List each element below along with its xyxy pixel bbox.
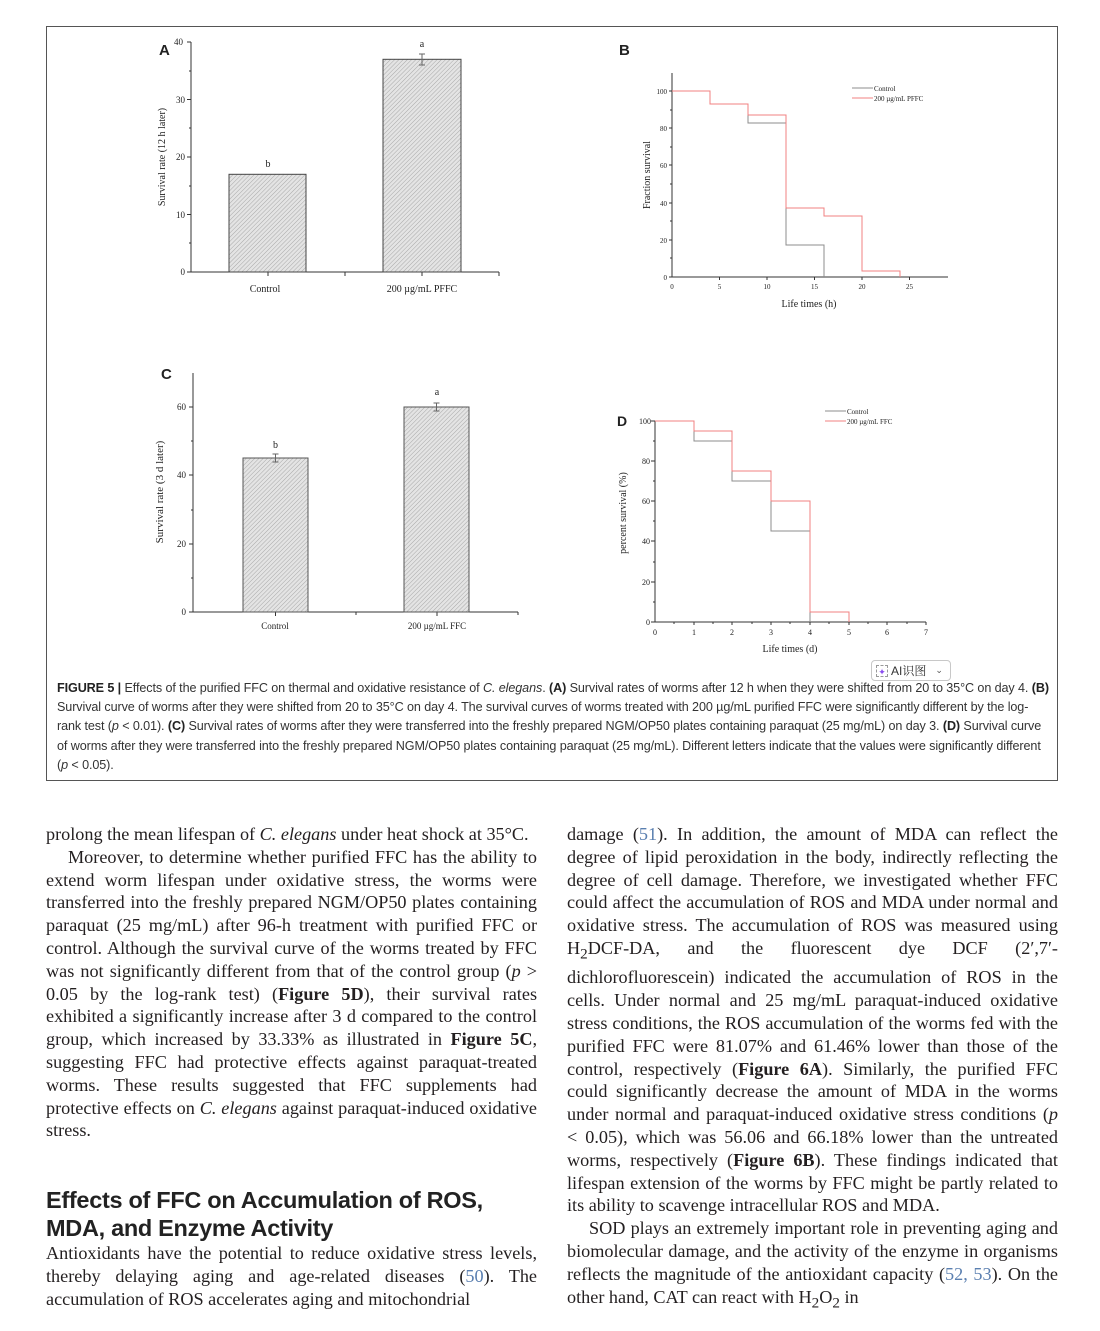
svg-text:3: 3 <box>769 628 773 637</box>
svg-text:60: 60 <box>177 402 186 412</box>
svg-text:40: 40 <box>177 470 186 480</box>
sig-letter: a <box>419 39 425 50</box>
x-category-ffc: 200 µg/mL FFC <box>407 621 467 631</box>
figure-link-6b[interactable]: Figure 6B <box>733 1149 815 1170</box>
legend-ffc-d: 200 µg/mL FFC <box>847 418 893 426</box>
citation-link[interactable]: 52, 53 <box>945 1263 992 1284</box>
ai-sparkle-icon: ✦ <box>876 665 888 677</box>
x-category-control: Control <box>249 284 281 295</box>
svg-text:5: 5 <box>717 283 722 291</box>
bar-ffc-c <box>404 407 469 612</box>
svg-text:60: 60 <box>660 162 667 170</box>
svg-text:40: 40 <box>660 200 667 208</box>
svg-text:20: 20 <box>642 578 650 587</box>
sig-letter: a <box>434 387 440 398</box>
svg-text:100: 100 <box>639 417 651 426</box>
figure-link-6a[interactable]: Figure 6A <box>738 1058 823 1079</box>
legend-pffc-b: 200 µg/mL PFFC <box>874 95 924 103</box>
svg-text:0: 0 <box>646 618 650 627</box>
svg-text:20: 20 <box>177 539 186 549</box>
ai-badge-label: AI识图 <box>891 664 927 678</box>
chevron-down-icon: ⌄ <box>935 665 943 675</box>
svg-text:20: 20 <box>660 237 667 245</box>
svg-text:25: 25 <box>906 283 913 291</box>
y-axis-label-b: Fraction survival <box>642 140 653 210</box>
svg-text:100: 100 <box>656 88 667 96</box>
section-heading: Effects of FFC on Accumulation of ROS, MDA, and Enzyme Activity <box>46 1187 483 1242</box>
svg-text:0: 0 <box>180 267 185 277</box>
chart-panel-a <box>140 30 520 305</box>
svg-text:0: 0 <box>670 283 674 291</box>
bar-control-c <box>243 458 308 612</box>
paragraph: damage (51). In addition, the amount of MDA can reflect the degree of lipid peroxidation in the body, indirectly reflecting the degree of cell damage. Therefore, we investigated whether FFC could affect the accumulation of ROS and MDA under normal and oxidative stress. The accumulation of ROS was measured using $H_2DCF-DA$, and the fluorescent dye DCF (2′,7′-dichlorofluorescein) indicated the accumulation of ROS in the cells. Under normal and 25 mg/mL paraquat-induced oxidative stress conditions, the ROS accumulation of the worms fed with the purified FFC were 81.07% and 61.46% lower than those of the control, respectively (Figure 6A). Similarly, the purified FFC could significantly decrease the amount of MDA in the worms under normal and paraquat-induced oxidative stress conditions (p < 0.05), which was 56.06 and 66.18% lower than the untreated worms, respectively (Figure 6B). These findings indicated that lifespan extension of the worms by FFC might be partly related to its ability to scavenge intracellular ROS and MDA. <box>567 824 1058 1216</box>
svg-text:4: 4 <box>808 628 812 637</box>
paragraph: SOD plays an extremely important role in preventing aging and biomolecular damage, and the activity of the enzyme in organisms reflects the magnitude of the antioxidant capacity (52, 53). On the other hand, CAT can react with $H_2O_2$ in <box>567 1218 1058 1312</box>
svg-text:5: 5 <box>847 628 851 637</box>
svg-text:40: 40 <box>642 537 650 546</box>
sig-letter: b <box>265 159 271 170</box>
panel-label-b: B <box>619 42 630 59</box>
y-axis-label-a: Survival rate (12 h later) <box>157 107 168 207</box>
figure-link-5d[interactable]: Figure 5D <box>278 983 364 1004</box>
ai-image-recognition-button[interactable] <box>871 660 951 681</box>
svg-text:10: 10 <box>763 283 771 291</box>
chart-panel-b <box>610 35 960 315</box>
x-axis-label-b: Life times (h) <box>781 299 837 310</box>
citation-link[interactable]: 51 <box>638 824 658 844</box>
svg-text:0: 0 <box>663 274 667 282</box>
svg-text:0: 0 <box>181 607 186 617</box>
chart-panel-c <box>140 360 525 640</box>
legend-control-d: Control <box>847 408 869 416</box>
svg-text:2: 2 <box>730 628 734 637</box>
figure-link-5c[interactable]: Figure 5C <box>450 1029 533 1050</box>
y-axis-label-c: Survival rate (3 d later) <box>154 440 166 544</box>
legend-control-b: Control <box>874 85 896 93</box>
x-axis-label-d: Life times (d) <box>762 644 818 655</box>
figure-caption: FIGURE 5 | Effects of the purified FFC on thermal and oxidative resistance of C. elegans. (A) Survival rates of worms after 12 h when they were shifted from 20 to 35°C on day 4. (B) Survival curve of worms after they were shifted from 20 to 35°C on day 4. The survival curves of worms treated with 200 µg/mL purified FFC were significantly different by the log-rank test (p < 0.01). (C) Survival rates of worms after they were transferred into the freshly prepared NGM/OP50 plates containing paraquat (25 mg/mL) on day 3. (D) Survival curve of worms after they were transferred into the freshly prepared NGM/OP50 plates containing paraquat (25 mg/mL). Different letters indicate that the values were significantly different (p < 0.05). <box>57 681 1049 772</box>
svg-text:80: 80 <box>642 457 650 466</box>
svg-text:6: 6 <box>885 628 889 637</box>
svg-text:20: 20 <box>176 152 185 162</box>
y-axis-label-d: percent survival (%) <box>618 472 629 554</box>
paragraph: Antioxidants have the potential to reduce oxidative stress levels, thereby delaying aging and age-related diseases (50). The accumulation of ROS accelerates aging and mitochondrial <box>46 1243 537 1309</box>
svg-text:15: 15 <box>811 283 818 291</box>
svg-text:20: 20 <box>858 283 866 291</box>
svg-text:10: 10 <box>176 210 185 220</box>
citation-link[interactable]: 50 <box>465 1265 484 1286</box>
svg-text:1: 1 <box>692 628 696 637</box>
chart-panel-d <box>610 395 950 660</box>
caption-label: FIGURE 5 | <box>57 681 122 695</box>
svg-text:0: 0 <box>653 628 657 637</box>
panel-label-a: A <box>159 42 170 59</box>
series-control-b <box>672 91 824 277</box>
svg-text:7: 7 <box>924 628 928 637</box>
paragraph: Moreover, to determine whether purified FFC has the ability to extend worm lifespan under oxidative stress, the worms were transferred into the freshly prepared NGM/OP50 plates containing paraquat (25 mg/mL) after 96-h treatment with purified FFC or control. Although the survival curve of the worms treated by FFC was not significantly different from that of the control group (p > 0.05 by the log-rank test) (Figure 5D), their survival rates exhibited a significantly increase after 3 d compared to the control group, which increased by 33.33% as illustrated in Figure 5C, suggesting FFC had protective effects against paraquat-treated worms. These results suggested that FFC supplements had protective effects on C. elegans against paraquat-induced oxidative stress. <box>46 846 538 1141</box>
panel-label-d: D <box>617 413 628 429</box>
svg-text:40: 40 <box>174 37 183 47</box>
x-category-pffc: 200 µg/mL PFFC <box>386 284 458 295</box>
bar-control-a <box>229 174 306 272</box>
x-category-control: Control <box>261 621 289 631</box>
panel-label-c: C <box>161 366 172 383</box>
svg-text:60: 60 <box>642 497 650 506</box>
body-column-right <box>567 823 1058 1315</box>
svg-text:80: 80 <box>660 125 667 133</box>
series-pffc-b <box>672 91 900 277</box>
paragraph: prolong the mean lifespan of C. elegans under heat shock at 35°C. <box>46 824 529 844</box>
sig-letter: b <box>273 440 278 451</box>
body-column-left <box>46 823 537 1311</box>
series-ffc-d <box>655 421 849 622</box>
svg-text:30: 30 <box>176 95 185 105</box>
bar-pffc-a <box>383 59 461 272</box>
